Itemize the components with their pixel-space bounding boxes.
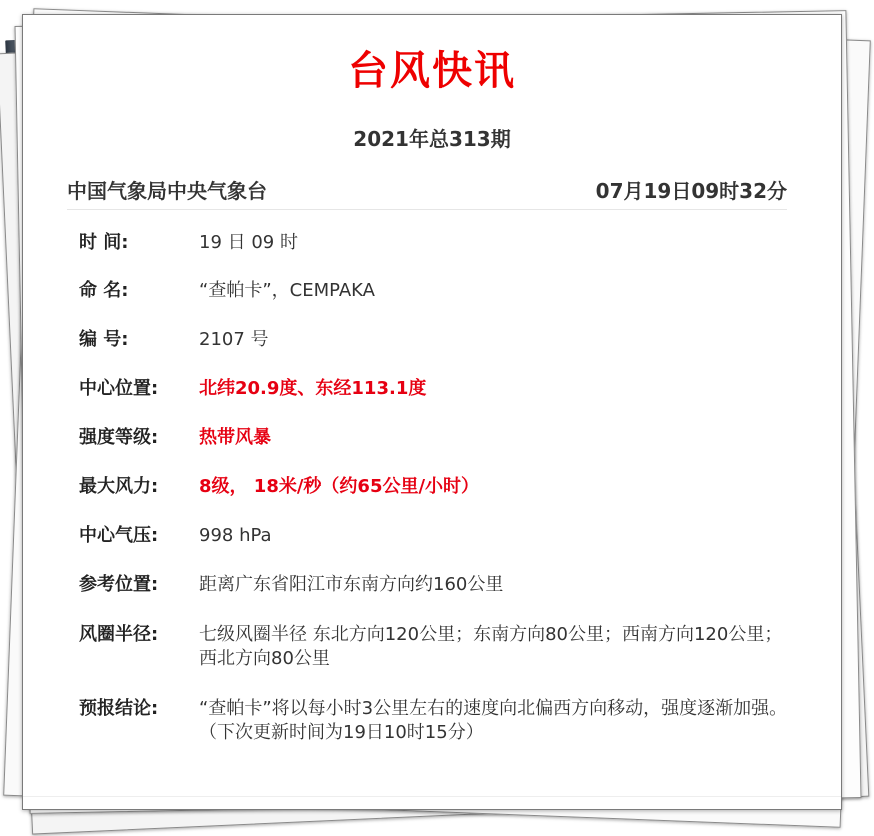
field-intensity-level [79,426,793,475]
field-value: 距离广东省阳江市东南方向约160公里 [199,574,504,595]
typhoon-bulletin-card [22,14,842,810]
field-center-pressure [79,524,793,573]
field-center-position [79,377,793,426]
field-label: 风圈半径: [79,624,159,645]
bulletin-meta-row [67,175,787,210]
field-value: 8级， 18米/秒（约65公里/小时） [199,476,480,497]
field-value: 2107 号 [199,329,269,350]
issue-number: 2021年总313期 [353,127,511,151]
field-name [79,279,793,328]
forecast-text: “查帕卡”将以每小时3公里左右的速度向北偏西方向移动，强度逐渐加强。 [199,698,788,719]
field-value: “查帕卡”，CEMPAKA [199,280,375,301]
bulletin-fields [79,231,793,745]
field-label: 命 名: [79,280,129,301]
field-value: 北纬20.9度、东经113.1度 [199,378,427,399]
field-value: 热带风暴 [199,427,271,448]
field-value: 998 hPa [199,525,272,546]
publish-time: 07月19日09时32分 [595,179,787,203]
issuing-agency: 中国气象局中央气象台 [67,179,267,203]
bulletin-title: 台风快讯 [348,48,516,94]
field-label: 参考位置: [79,574,159,595]
field-time [79,231,793,279]
field-label: 时 间: [79,232,129,253]
field-forecast [79,697,793,745]
field-reference-position [79,573,793,623]
field-value: 19 日 09 时 [199,232,298,253]
field-number [79,328,793,377]
field-value [199,697,793,745]
field-label: 强度等级: [79,427,159,448]
field-label: 中心气压: [79,525,159,546]
card-bottom-divider [23,796,841,797]
field-label: 编 号: [79,329,129,350]
field-value: 七级风圈半径 东北方向120公里；东南方向80公里；西南方向120公里；西北方向80公里 [199,624,783,669]
field-max-wind [79,475,793,524]
field-label: 预报结论: [79,698,159,719]
field-label: 中心位置: [79,378,159,399]
field-wind-radius [79,623,793,697]
field-label: 最大风力: [79,476,159,497]
next-update-note: （下次更新时间为19日10时15分） [199,722,484,743]
